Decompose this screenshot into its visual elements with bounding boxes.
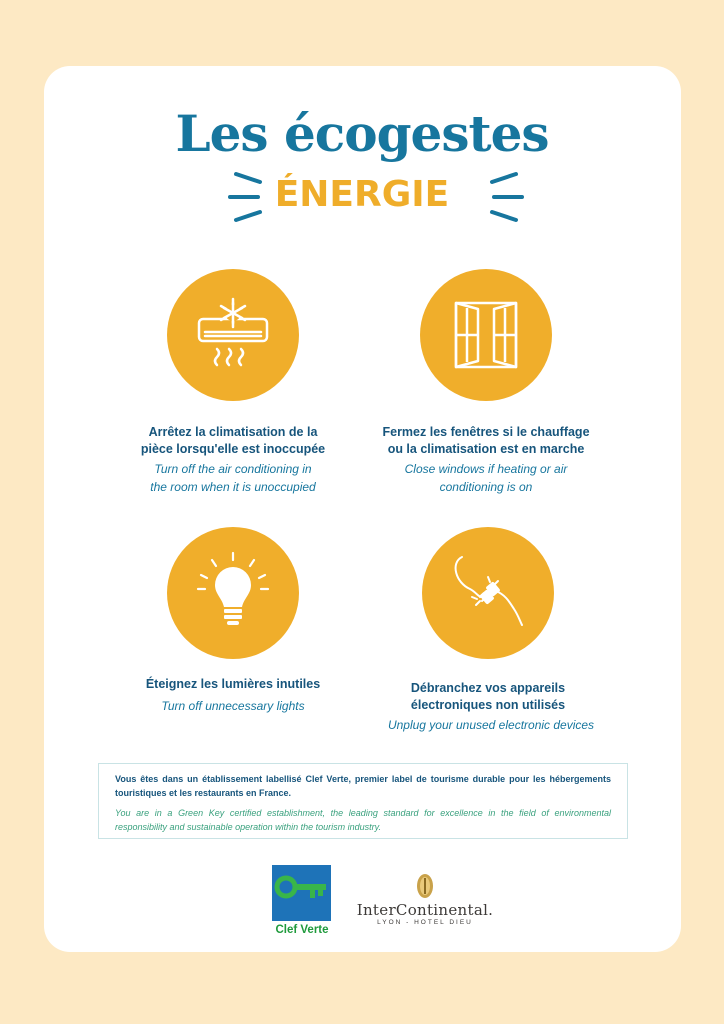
notice-text-en: You are in a Green Key certified establishment, the leading standard for excellence in the field of environmental responsibility and sustainable operation within the tourism industry. xyxy=(115,808,611,832)
clef-verte-label: Clef Verte xyxy=(275,924,329,936)
light-bulb-icon xyxy=(167,527,299,659)
tip-2-text-fr: Fermez les fenêtres si le chauffage ou la climatisation est en marche xyxy=(382,425,590,456)
hotel-logo-location: LYON - HOTEL DIEU xyxy=(377,919,473,926)
tip-2-circle xyxy=(420,269,552,401)
clef-verte-notice xyxy=(98,763,628,839)
tip-3-circle xyxy=(167,527,299,659)
tip-4-circle xyxy=(422,527,554,659)
key-icon xyxy=(272,865,331,921)
page-subtitle: ÉNERGIE xyxy=(274,174,450,215)
tip-4-text-fr: Débranchez vos appareils électroniques non utilisés xyxy=(410,681,566,712)
page-title: Les écogestes xyxy=(175,104,549,163)
notice-text-fr: Vous êtes dans un établissement labellisé Clef Verte, premier label de tourisme durable pour les hébergements touristiques et les restaurants en France. xyxy=(115,774,611,798)
tip-3-text-en: Turn off unnecessary lights xyxy=(161,699,305,713)
right-deco-icon xyxy=(480,168,526,226)
air-conditioner-icon xyxy=(167,269,299,401)
unplug-icon xyxy=(422,527,554,659)
window-icon xyxy=(420,269,552,401)
clef-verte-logo xyxy=(272,865,331,921)
tip-4-text-en: Unplug your unused electronic devices xyxy=(387,718,595,732)
tip-1-text-en: Turn off the air conditioning in the room when it is unoccupied xyxy=(150,462,316,494)
tip-1-circle xyxy=(167,269,299,401)
intercontinental-emblem-icon xyxy=(414,872,436,900)
tip-2-text-en: Close windows if heating or air conditioning is on xyxy=(404,462,568,494)
tip-3-text-fr: Éteignez les lumières inutiles xyxy=(145,677,321,691)
hotel-logo-name: InterContinental. xyxy=(356,901,494,919)
tip-1-text-fr: Arrêtez la climatisation de la pièce lorsqu'elle est inoccupée xyxy=(140,425,326,456)
